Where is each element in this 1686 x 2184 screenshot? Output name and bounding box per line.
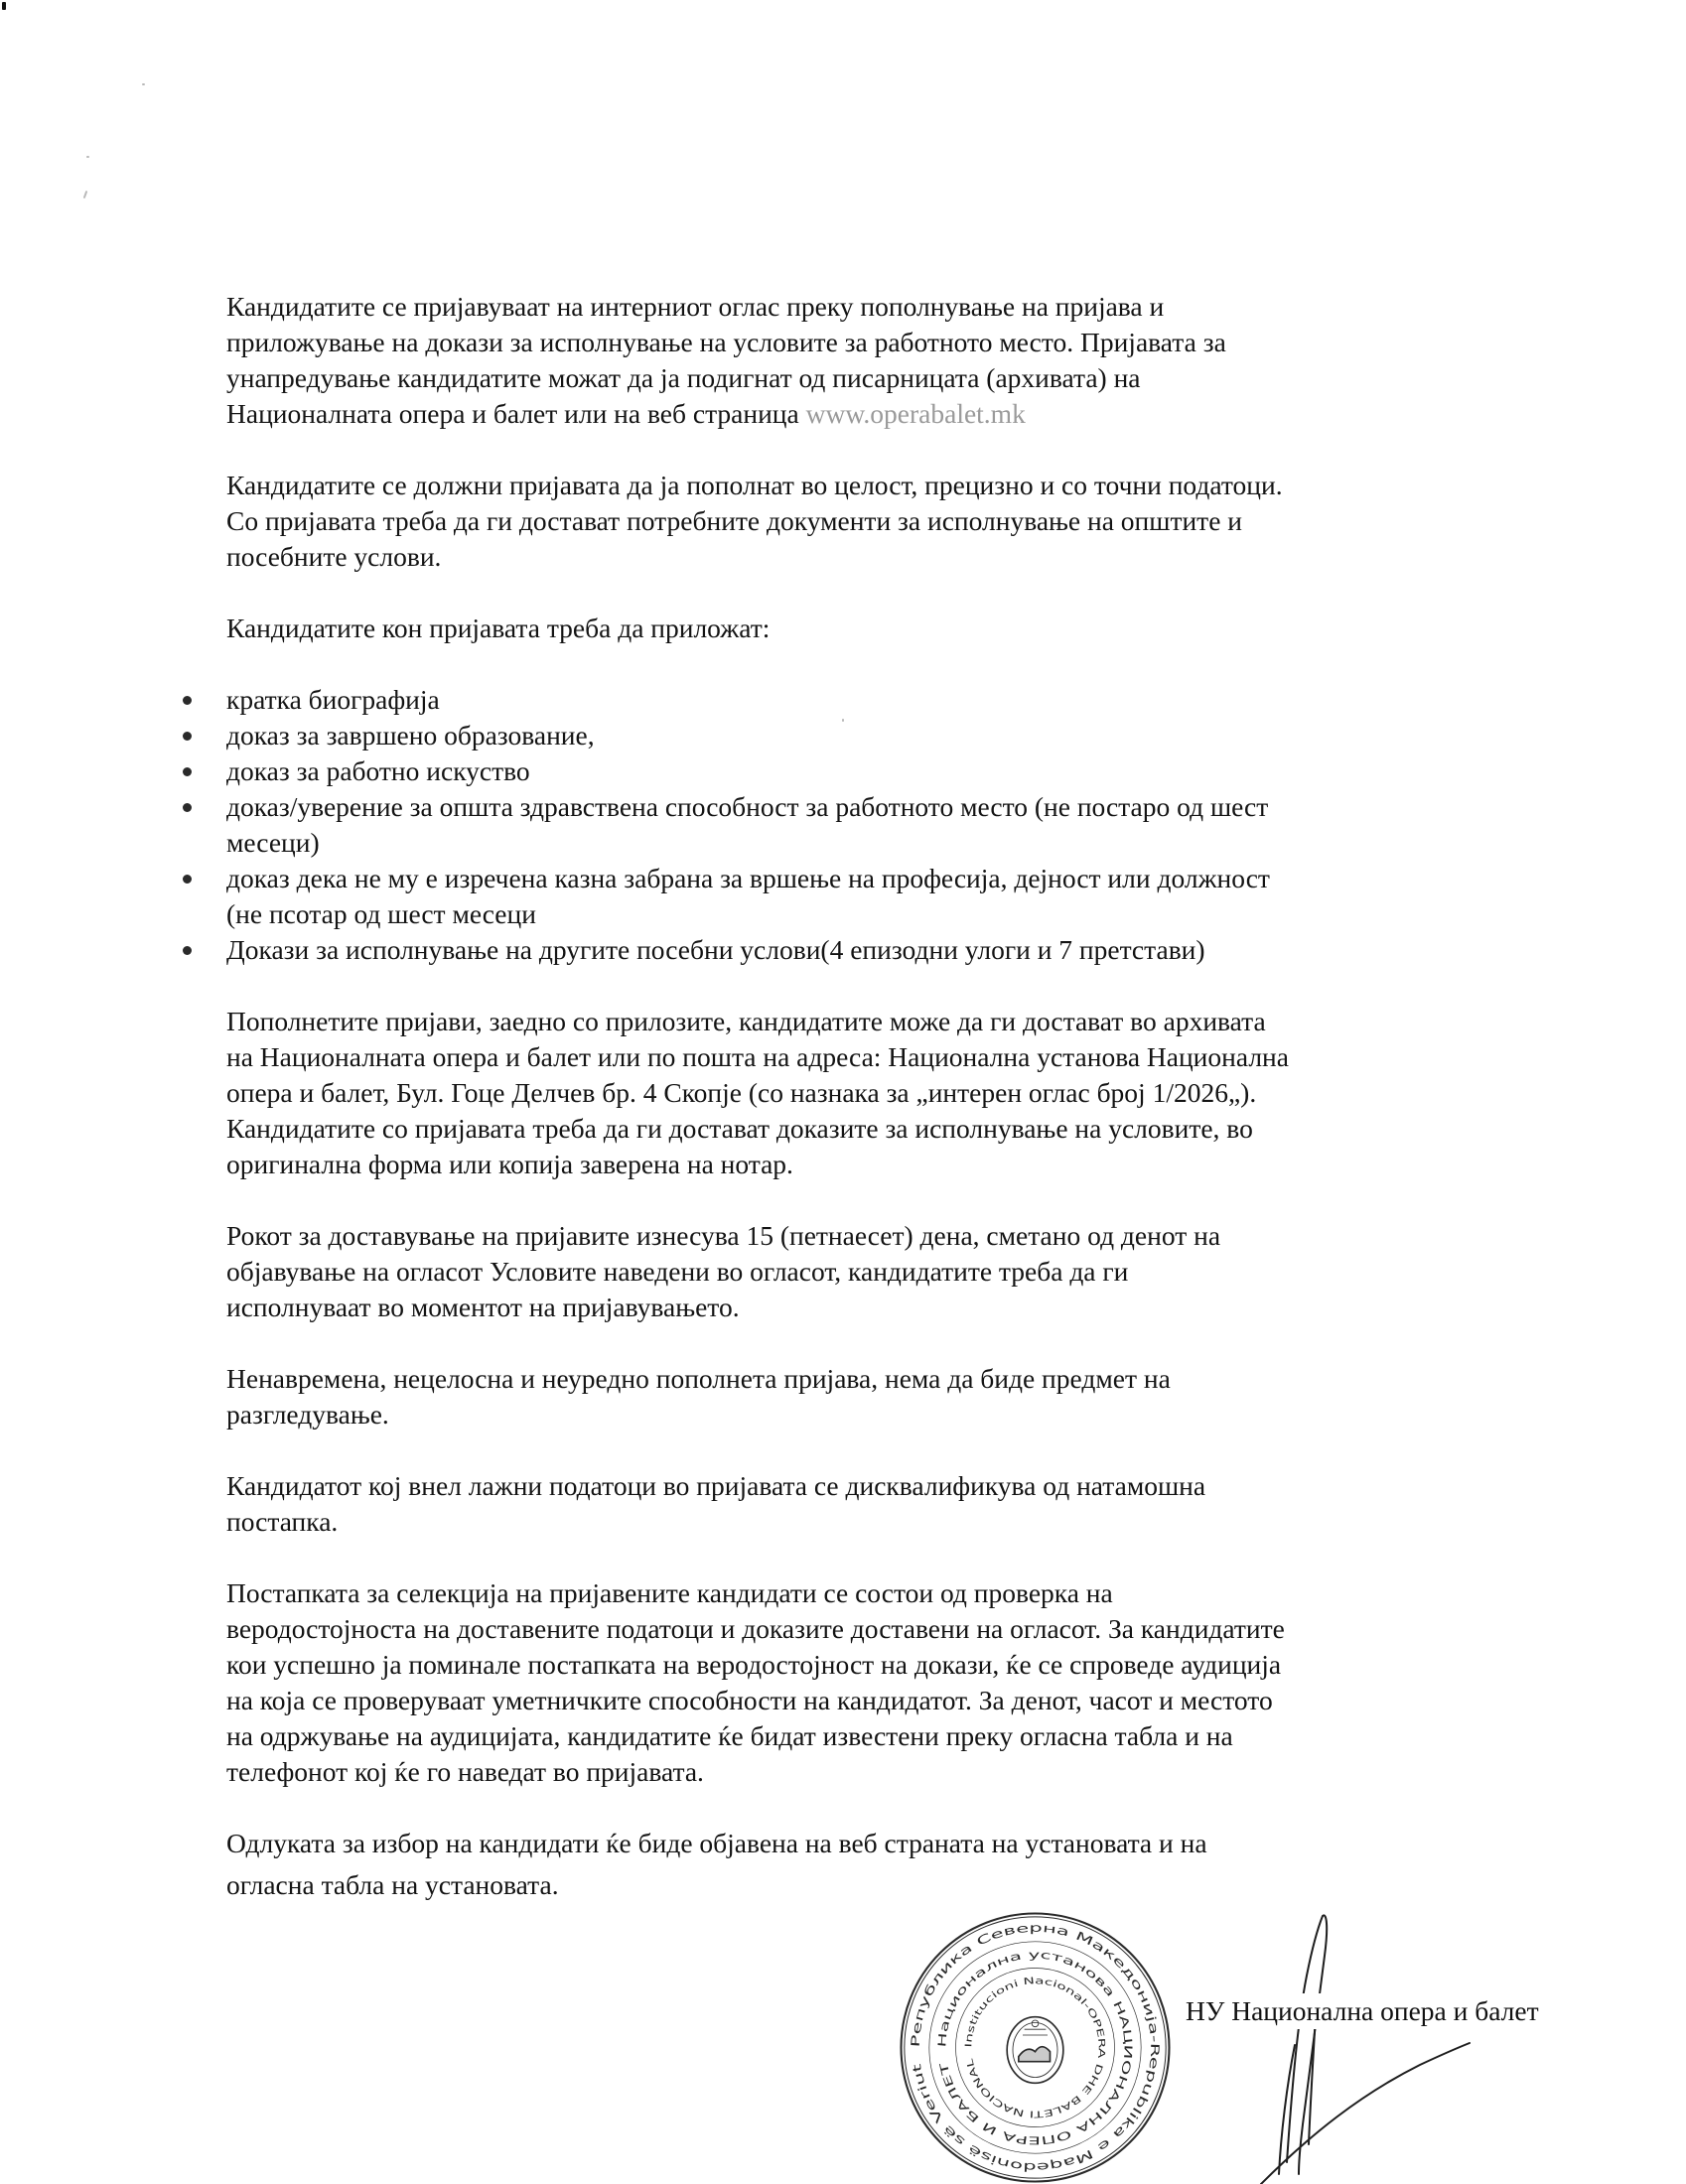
text-line: Постапката за селекција на пријавените кандидати се состои од проверка на [226,1577,1113,1608]
list-item [182,753,1507,789]
scan-artifact [86,156,89,158]
list-item [182,789,1507,861]
text-line: Кандидатот кој внел лажни податоци во пријавата се дисквалификува од натамошна [226,1470,1206,1501]
official-stamp-icon [899,1911,1172,2184]
text-line: Докази за исполнување на другите посебни услови(4 епизодни улоги и 7 претстави) [226,934,1205,965]
stamp-outer-text: Република Северна Македонија-Republika e Maqedonisë së Veriut [908,1920,1163,2175]
list-item [182,861,1507,932]
coat-of-arms-icon [1007,2017,1063,2084]
text-line: огласна табла на установата. [226,1869,559,1900]
text-line: оригинална форма или копија заверена на нотар. [226,1149,793,1179]
scan-artifact [83,191,88,199]
text-line: на Националната опера и балет или по пошта на адреса: Национална установа Национална [226,1041,1289,1072]
bullet-icon [183,696,192,705]
text-line: постапка. [226,1506,339,1537]
stamp-middle-text: Национална установа НАЦИОНАЛНА ОПЕРА И БАЛЕТ [935,1948,1135,2147]
paragraph-application-method [226,289,1507,432]
text-line: кратка биографија [226,684,440,715]
scan-artifact [142,83,145,85]
bullet-icon [183,875,192,884]
paragraph-submission [226,1004,1507,1182]
text-line: опера и балет, Бул. Гоце Делчев бр. 4 Скопје (со назнака за „интерен оглас број 1/2026„). [226,1077,1257,1108]
paragraph-incomplete-applications [226,1361,1507,1433]
text-line: (не псотар од шест месеци [226,898,536,929]
text-line: доказ дека не му е изречена казна забрана за вршење на професија, дејност или должност [226,863,1270,893]
bullet-icon [183,946,192,955]
list-item [182,682,1507,718]
text-line: посебните услови. [226,541,442,572]
text-line: Ненавремена, нецелосна и неуредно пополнета пријава, нема да биде предмет на [226,1363,1171,1394]
paragraph-attachments-intro [226,611,1507,646]
text-fragment: Националната опера и балет или на веб страница [226,398,799,429]
text-line: Кандидатите со пријавата треба да ги достават доказите за исполнување на условите, во [226,1113,1253,1144]
text-line [226,396,1507,432]
text-line: на која се проверуваат уметничките способности на кандидатот. За денот, часот и местото [226,1685,1273,1715]
text-line: Кандидатите кон пријавата треба да приложат: [226,613,771,643]
text-line: доказ/уверение за општа здравствена способност за работното место (не постаро од шест [226,791,1269,822]
text-line: месеци) [226,827,320,858]
handwritten-signature-icon [1192,1886,1489,2184]
text-line: телефонот кој ќе го наведат во пријавата. [226,1756,704,1787]
text-line: исполнуваат во моментот на пријавувањето. [226,1292,740,1322]
stamp-inner-text: Institucioni Nacional-OPERA DHE BALETI NACIONAL [963,1976,1107,2119]
text-line: Кандидатите се пријавуваат на интерниот оглас преку пополнување на пријава и [226,291,1165,322]
text-line: Пополнетите пријави, заедно со прилозите, кандидатите може да ги достават во архивата [226,1006,1266,1036]
text-line: објавување на огласот Условите наведени во огласот, кандидатите треба да ги [226,1256,1129,1287]
paragraph-selection-procedure [226,1575,1507,1790]
signoff-institution: НУ Национална опера и балет [1182,1993,1543,2029]
text-line: веродостојноста на доставените податоци и доказите доставени на огласот. За кандидатите [226,1613,1285,1644]
text-line: Рокот за доставување на пријавите изнесува 15 (петнаесет) дена, сметано од денот на [226,1220,1221,1251]
text-line: доказ за работно искуство [226,755,530,786]
text-line: Одлуката за избор на кандидати ќе биде објавена на веб страната на установата и на [226,1828,1207,1858]
attachments-list [182,682,1507,968]
paragraph-deadline [226,1218,1507,1325]
text-line: Со пријавата треба да ги достават потребните документи за исполнување на општите и [226,505,1242,536]
paragraph-completeness [226,468,1507,575]
website-link[interactable]: www.operabalet.mk [805,398,1026,429]
paragraph-disqualification [226,1468,1507,1540]
text-line: на одржување на аудицијата, кандидатите ќе бидат известени преку огласна табла и на [226,1720,1233,1751]
text-line: приложување на докази за исполнување на условите за работното место. Пријавата за [226,327,1226,357]
document-body [226,289,1507,1903]
list-item [182,718,1507,753]
text-line: Кандидатите се должни пријавата да ја пополнат во целост, прецизно и со точни податоци. [226,470,1283,500]
text-line: унапредување кандидатите можат да ја подигнат од писарницата (архивата) на [226,362,1141,393]
text-line: доказ за завршено образование, [226,720,595,751]
text-line: кои успешно ја поминале постапката на веродостојност на докази, ќе се спроведе аудиција [226,1649,1282,1680]
bullet-icon [183,767,192,776]
list-item [182,932,1507,968]
bullet-icon [183,732,192,741]
text-line: разгледување. [226,1399,389,1430]
bullet-icon [183,803,192,812]
scan-artifact [2,2,6,10]
